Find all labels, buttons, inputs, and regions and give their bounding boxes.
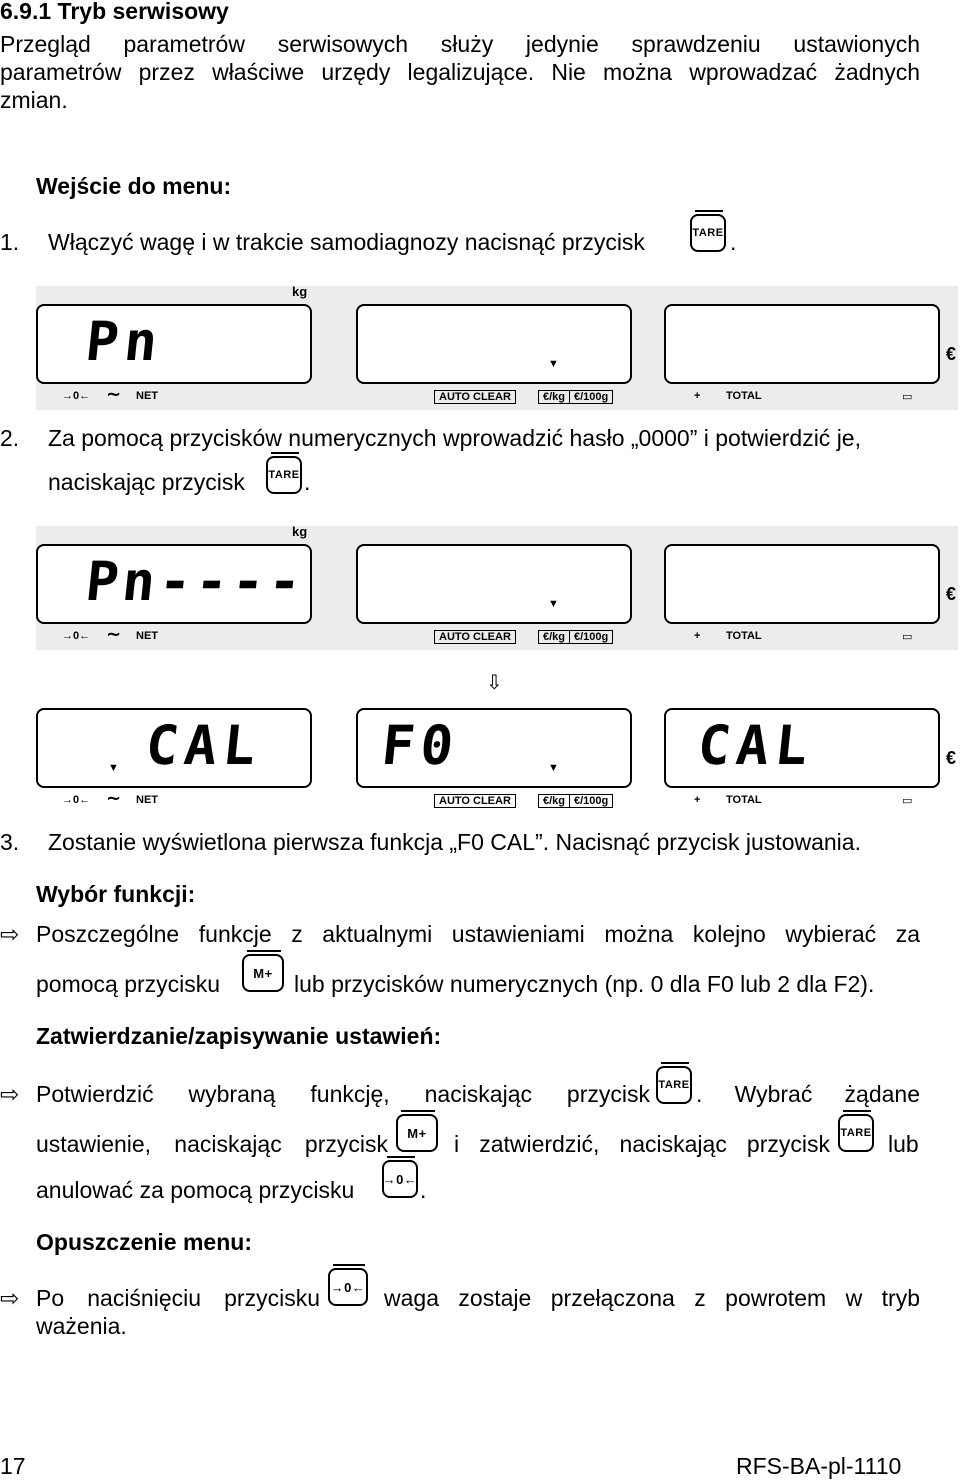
auto-clear-indicator: AUTO CLEAR	[434, 390, 516, 404]
step-1-period: .	[730, 229, 737, 255]
battery-icon: ▭	[902, 631, 913, 643]
total-lcd	[664, 708, 940, 788]
weight-lcd-value: Pn	[82, 310, 167, 373]
confirm-period: .	[420, 1177, 427, 1203]
per-100g-indicator: €/100g	[570, 630, 613, 644]
price-lcd	[356, 304, 632, 384]
scale-display-2	[36, 526, 958, 650]
zero-indicator: →0←	[62, 630, 91, 642]
bullet-icon: ⇨	[0, 921, 20, 947]
price-lcd	[356, 544, 632, 624]
document-id: RFS-BA-pl-1110	[736, 1453, 902, 1479]
net-indicator: NET	[136, 630, 158, 642]
auto-clear-indicator: AUTO CLEAR	[434, 630, 516, 644]
weight-lcd	[36, 304, 312, 384]
confirm-line-2c: lub	[888, 1131, 919, 1157]
step-2-line-2: naciskając przycisk	[48, 469, 245, 495]
tare-key-icon: TARE	[690, 214, 726, 252]
down-arrow-icon: ⇩	[486, 672, 503, 694]
plus-indicator: +	[694, 794, 701, 806]
intro-line-1: Przegląd parametrów serwisowych służy jedynie sprawdzeniu ustawionych	[0, 31, 920, 57]
weight-lcd-value: CAL	[142, 714, 265, 777]
marker-icon: ▼	[548, 358, 559, 370]
select-text-2a: pomocą przycisku	[36, 971, 221, 997]
tare-key-icon: TARE	[838, 1114, 874, 1152]
total-indicator: TOTAL	[726, 630, 762, 642]
plus-indicator: +	[694, 390, 701, 402]
euro-icon: €	[946, 748, 957, 768]
bullet-icon: ⇨	[0, 1081, 20, 1107]
page-number: 17	[0, 1453, 26, 1479]
net-indicator: NET	[136, 390, 158, 402]
zero-indicator: →0←	[62, 794, 91, 806]
step-1-number: 1.	[0, 229, 20, 255]
step-2-period: .	[304, 469, 311, 495]
marker-icon: ▼	[108, 762, 119, 774]
exit-line-1b: waga zostaje przełączona z powrotem w tryb	[384, 1285, 920, 1311]
per-kg-indicator: €/kg	[538, 794, 570, 808]
confirm-heading: Zatwierdzanie/zapisywanie ustawień:	[36, 1023, 442, 1049]
total-indicator: TOTAL	[726, 390, 762, 402]
total-lcd	[664, 304, 940, 384]
plus-indicator: +	[694, 630, 701, 642]
confirm-line-2a: ustawienie, naciskając przycisk	[36, 1131, 388, 1157]
stable-indicator: ∼	[106, 788, 122, 808]
total-lcd	[664, 544, 940, 624]
step-3-text: Zostanie wyświetlona pierwsza funkcja „F0 CAL”. Nacisnąć przycisk justowania.	[48, 829, 861, 855]
section-heading: 6.9.1 Tryb serwisowy	[0, 0, 229, 24]
weight-lcd	[36, 708, 312, 788]
kg-unit-label: kg	[292, 524, 308, 539]
confirm-line-1b: . Wybrać żądane	[696, 1081, 920, 1107]
kg-unit-label: kg	[292, 284, 308, 299]
mplus-key-icon: M+	[396, 1114, 438, 1152]
price-lcd	[356, 708, 632, 788]
weight-lcd-value: Pn----	[82, 550, 309, 613]
select-text-1: Poszczególne funkcje z aktualnymi ustawieniami można kolejno wybierać za	[36, 921, 920, 947]
tare-key-icon: TARE	[656, 1066, 692, 1104]
enter-menu-heading: Wejście do menu:	[36, 173, 232, 199]
exit-line-2: ważenia.	[36, 1313, 127, 1339]
per-100g-indicator: €/100g	[570, 794, 613, 808]
zero-key-icon: →0←	[328, 1268, 368, 1306]
confirm-line-2b: i zatwierdzić, naciskając przycisk	[454, 1131, 830, 1157]
step-2-line-1: Za pomocą przycisków numerycznych wprowadzić hasło „0000” i potwierdzić je,	[48, 425, 861, 451]
euro-icon: €	[946, 584, 957, 604]
tare-key-icon: TARE	[266, 456, 302, 494]
mplus-key-icon: M+	[242, 954, 284, 992]
per-100g-indicator: €/100g	[570, 390, 613, 404]
stable-indicator: ∼	[106, 624, 122, 644]
stable-indicator: ∼	[106, 384, 122, 404]
price-lcd-value: F0	[378, 714, 463, 777]
scale-display-3	[36, 690, 958, 814]
step-2-number: 2.	[0, 425, 20, 451]
zero-key-icon: →0←	[382, 1160, 418, 1198]
euro-icon: €	[946, 344, 957, 364]
per-kg-indicator: €/kg	[538, 630, 570, 644]
scale-display-1	[36, 286, 958, 410]
auto-clear-indicator: AUTO CLEAR	[434, 794, 516, 808]
intro-line-3: zmian.	[0, 87, 68, 113]
intro-line-2: parametrów przez właściwe urzędy legalizujące. Nie można wprowadzać żadnych	[0, 59, 920, 85]
confirm-line-1a: Potwierdzić wybraną funkcję, naciskając przycisk	[36, 1081, 650, 1107]
select-text-2b: lub przycisków numerycznych (np. 0 dla F0 lub 2 dla F2).	[294, 971, 875, 997]
confirm-line-3a: anulować za pomocą przycisku	[36, 1177, 355, 1203]
zero-indicator: →0←	[62, 390, 91, 402]
total-indicator: TOTAL	[726, 794, 762, 806]
total-lcd-value: CAL	[694, 714, 817, 777]
exit-line-1a: Po naciśnięciu przycisku	[36, 1285, 320, 1311]
battery-icon: ▭	[902, 795, 913, 807]
exit-heading: Opuszczenie menu:	[36, 1229, 252, 1255]
step-3-number: 3.	[0, 829, 20, 855]
marker-icon: ▼	[548, 762, 559, 774]
step-1-text: Włączyć wagę i w trakcie samodiagnozy nacisnąć przycisk	[48, 229, 645, 255]
marker-icon: ▼	[548, 598, 559, 610]
bullet-icon: ⇨	[0, 1285, 20, 1311]
net-indicator: NET	[136, 794, 158, 806]
per-kg-indicator: €/kg	[538, 390, 570, 404]
battery-icon: ▭	[902, 391, 913, 403]
select-heading: Wybór funkcji:	[36, 881, 196, 907]
weight-lcd	[36, 544, 312, 624]
